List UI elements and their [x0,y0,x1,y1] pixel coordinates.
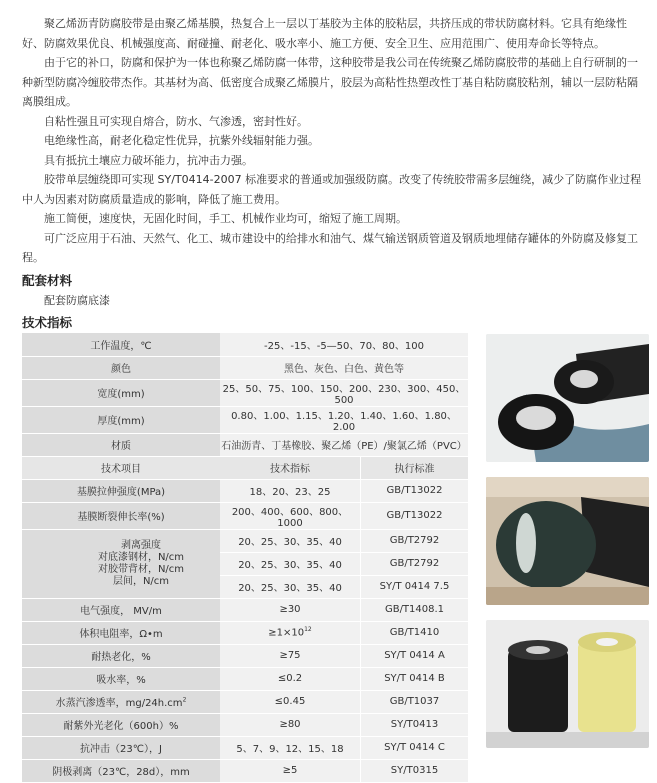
spec-label: 厚度(mm) [22,406,220,433]
tape-rolls-photo-black [486,334,649,462]
intro-paragraph: 胶带单层缠绕即可实现 SY/T0414-2007 标准要求的普通或加强级防腐。改变了传统胶带需多层缠绕，减少了防腐作业过程中人为因素对防腐质量造成的影响，降低了施工费用。 [22,173,642,206]
spec-label [22,667,220,690]
table-row [22,433,468,456]
spec-standard: GB/T2792 [361,529,469,552]
header-standard: 执行标准 [361,456,469,479]
table-row [22,621,468,644]
spec-index-text: 5、7、9、12、15、18 [236,744,344,755]
spec-index: 20、25、30、35、40 [220,529,361,552]
table-row [22,356,468,379]
spec-index-text: ≥80 [279,719,301,730]
table-row [22,667,468,690]
spec-standard: SY/T 0414 C [361,736,469,759]
spec-standard: GB/T1408.1 [361,598,469,621]
peel-label-line: 剥离强度 [121,539,161,551]
spec-label: 工作温度，℃ [22,333,220,356]
peel-label-line: 对胶带背材，N/cm [97,563,185,575]
spec-index-text: ≥1×10 [268,627,305,639]
spec-index-text: ≤0.2 [277,673,303,684]
table-row [22,479,468,502]
spec-index: 20、25、30、35、40 [220,575,361,598]
spec-table [22,333,468,783]
table-row [22,759,468,782]
spec-standard: GB/T1410 [361,621,469,644]
spec-label [22,621,220,644]
spec-label-text: 体积电阻率，Ω•m [79,629,163,640]
spec-label-text: 电气强度， MV/m [80,606,162,617]
spec-index: 200、400、600、800、1000 [220,502,361,529]
accessories-heading: 配套材料 [22,273,73,288]
spec-label: 宽度(mm) [22,379,220,406]
table-row [22,736,468,759]
spec-index [220,759,361,782]
spec-label [22,644,220,667]
spec-label: 颜色 [22,356,220,379]
spec-label-text: 耐热老化，% [91,652,151,663]
intro-paragraph: 自粘性强且可实现自熔合，防水、气渗透，密封性好。 [44,114,308,128]
spec-index-text: ≤0.45 [274,696,306,707]
spec-index: 18、20、23、25 [220,479,361,502]
spec-standard: SY/T0413 [361,713,469,736]
table-row [22,529,468,552]
table-row [22,456,468,479]
spec-value: 25、50、75、100、150、200、230、300、450、500 [220,379,468,406]
spec-label [22,759,220,782]
table-row [22,406,468,433]
spec-standard: GB/T13022 [361,502,469,529]
spec-index: 20、25、30、35、40 [220,552,361,575]
spec-label [22,598,220,621]
table-row [22,502,468,529]
peel-strength-label [22,529,220,598]
spec-standard: GB/T2792 [361,552,469,575]
intro-paragraph: 由于它的补口，防腐和保护为一体也称聚乙烯防腐一体带，这种胶带是我公司在传统聚乙烯防腐胶带的基础上自行研制的一种新型防腐冷缠胶带杰作。其基材为高、低密度合成聚乙烯膜片，胶层为高粘性热塑改性丁基自粘防腐胶粘剂，辅以一层防粘隔离膜组成。 [22,56,638,108]
spec-index [220,713,361,736]
table-row [22,644,468,667]
spec-index-text: ≥5 [282,765,298,776]
spec-label-text: 抗冲击（23℃），J [80,744,162,755]
spec-label: 基膜断裂伸长率(%) [22,502,220,529]
spec-label [22,713,220,736]
spec-label-text: 阴极剥离（23℃，28d），mm [52,767,190,778]
spec-label [22,690,220,713]
spec-label: 材质 [22,433,220,456]
table-row [22,598,468,621]
spec-value: -25、-15、-5—50、70、80、100 [220,333,468,356]
spec-label-text: 水蒸汽渗透率，mg/24h.cm [55,698,183,709]
spec-standard: GB/T1037 [361,690,469,713]
peel-label-line: 层间，N/cm [112,575,170,587]
peel-label-line: 对底漆钢材，N/cm [97,551,185,563]
spec-index [220,644,361,667]
superscript: 2 [182,696,187,704]
spec-index [220,667,361,690]
intro-paragraph: 电绝缘性高，耐老化稳定性优异，抗紫外线辐射能力强。 [44,134,319,147]
spec-index [220,690,361,713]
superscript: 12 [304,626,312,634]
spec-value: 石油沥青、丁基橡胶、聚乙烯（PE）/聚氯乙烯（PVC） [220,433,468,456]
intro-paragraph: 可广泛应用于石油、天然气、化工、城市建设中的给排水和油气、煤气输送钢质管道及钢质地埋储存罐体的外防腐及修复工程。 [22,231,638,264]
spec-standard: GB/T13022 [361,479,469,502]
intro-paragraph: 具有抵抗土壤应力破坏能力，抗冲击力强。 [44,153,253,167]
spec-label: 基膜拉伸强度(MPa) [22,479,220,502]
spec-label-text: 吸水率，% [96,675,146,686]
spec-index [220,736,361,759]
spec-value: 黑色、灰色、白色、黄色等 [220,356,468,379]
header-item: 技术项目 [22,456,220,479]
tape-rolls-photo-yellow [486,620,649,748]
spec-value: 0.80、1.00、1.15、1.20、1.40、1.60、1.80、2.00 [220,406,468,433]
spec-standard: SY/T0315 [361,759,469,782]
spec-standard: SY/T 0414 A [361,644,469,667]
spec-standard: SY/T 0414 B [361,667,469,690]
table-row [22,690,468,713]
intro-paragraph: 施工简便，速度快，无固化时间，手工、机械作业均可，缩短了施工周期。 [44,212,407,225]
table-row [22,333,468,356]
intro-paragraph: 聚乙烯沥青防腐胶带是由聚乙烯基膜，热复合上一层以丁基胶为主体的胶粘层，共挤压成的带状防腐材料。它具有绝缘性好、防腐效果优良、机械强度高、耐碰撞、耐老化、吸水率小、施工方便、安全卫生、应用范围广、使用寿命长等特点。 [22,17,627,50]
tape-roll-photo-grey [486,477,649,605]
spec-standard: SY/T 0414 7.5 [361,575,469,598]
spec-index [220,621,361,644]
spec-index-text: ≥30 [279,604,301,615]
spec-index [220,598,361,621]
spec-label [22,736,220,759]
spec-heading: 技术指标 [22,315,73,330]
accessories-item: 配套防腐底漆 [44,294,110,307]
table-row [22,379,468,406]
table-row [22,713,468,736]
spec-index-text: ≥75 [279,650,301,661]
spec-label-text: 耐紫外光老化（600h）% [63,721,179,732]
header-index: 技术指标 [220,456,361,479]
intro-text [22,14,642,268]
